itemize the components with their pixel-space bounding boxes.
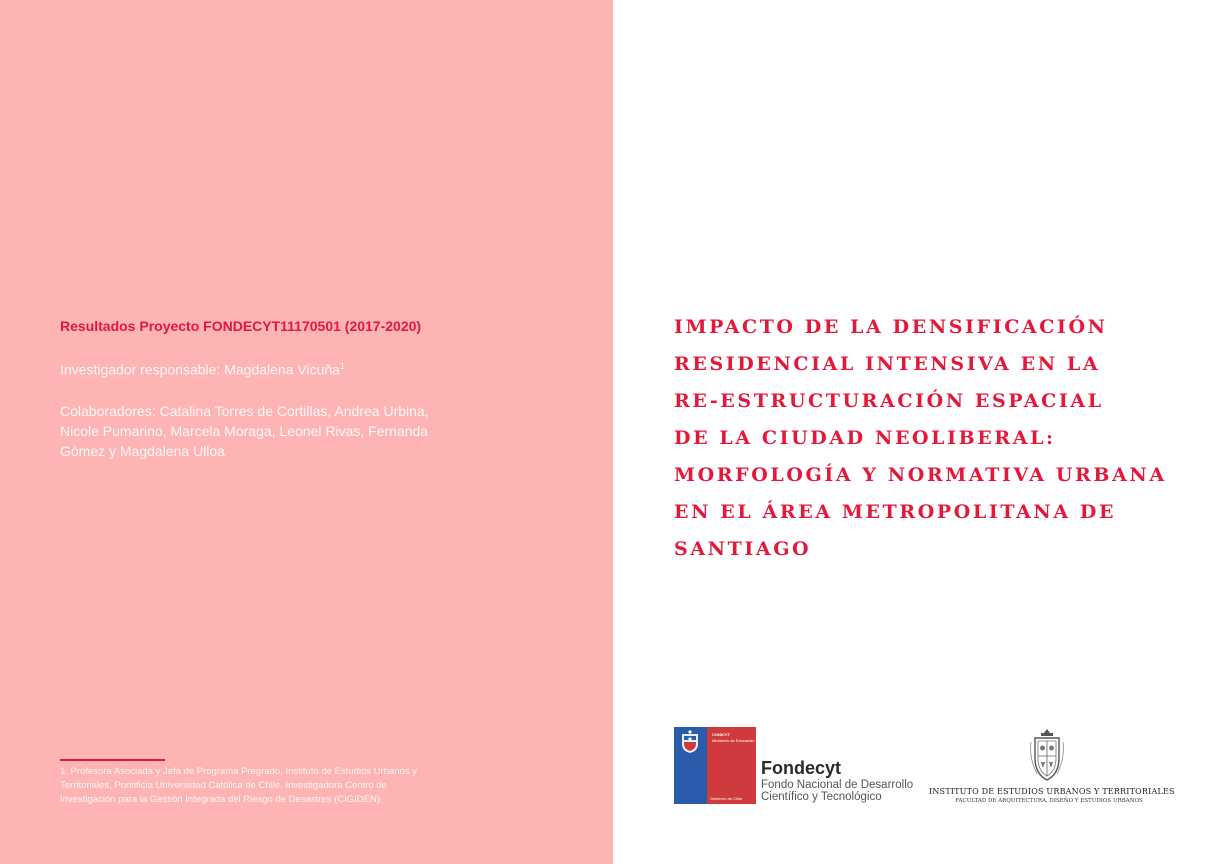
fondecyt-subtitle-line1: Fondo Nacional de Desarrollo — [761, 779, 914, 791]
title-line: RE-ESTRUCTURACIÓN ESPACIAL — [674, 390, 1104, 412]
faculty-name: FACULTAD DE ARQUITECTURA, DISEÑO Y ESTUDIOS URBANOS — [955, 798, 1143, 804]
collaborators: Colaboradores: Catalina Torres de Cortillas, Andrea Urbina, Nicole Pumarino, Marcela Moraga, Leonel Rivas, Fernanda Gómez y Magdalena Ulloa — [60, 403, 429, 459]
footnote-divider — [60, 759, 165, 761]
ministry-label: Ministerio de Educación — [712, 738, 755, 743]
government-label: Gobierno de Chile — [710, 796, 743, 801]
title-line: SANTIAGO — [674, 538, 812, 560]
project-title: Resultados Proyecto FONDECYT11170501 (2017-2020) — [60, 318, 422, 334]
chile-seal-icon — [679, 730, 701, 754]
institute-name: INSTITUTO DE ESTUDIOS URBANOS Y TERRITORIALES — [929, 787, 1175, 796]
right-page — [613, 0, 1218, 864]
lead-researcher — [60, 361, 345, 378]
title-line: IMPACTO DE LA DENSIFICACIÓN — [674, 316, 1108, 338]
university-crest-icon — [1027, 728, 1067, 784]
conicyt-label: CONICYT — [712, 732, 730, 737]
institute-logo — [929, 728, 1175, 806]
gobierno-de-chile-flag — [674, 727, 756, 804]
fondecyt-wordmark: Fondecyt — [761, 758, 842, 778]
title-line: MORFOLOGÍA Y NORMATIVA URBANA — [674, 464, 1167, 486]
title-line: RESIDENCIAL INTENSIVA EN LA — [674, 353, 1101, 375]
footnote: 1. Profesora Asociada y Jefa de Programa Pregrado, Instituto de Estudios Urbanos y Territoriales, Pontificia Universidad Católica de Chile. Investigadora Centro de Investigación para la Gestión Integrada del Riesgo de Desastres (CIGIDEN). — [60, 766, 417, 805]
title-line: EN EL ÁREA METROPOLITANA DE — [674, 501, 1117, 523]
fondecyt-logo — [674, 727, 919, 805]
lead-researcher-text: Investigador responsable: Magdalena Vicuña — [60, 361, 340, 378]
fondecyt-subtitle-line2: Científico y Tecnológico — [761, 791, 882, 803]
title-line: DE LA CIUDAD NEOLIBERAL: — [674, 427, 1056, 449]
footnote-marker: 1 — [339, 361, 345, 371]
document-title — [674, 309, 1194, 568]
